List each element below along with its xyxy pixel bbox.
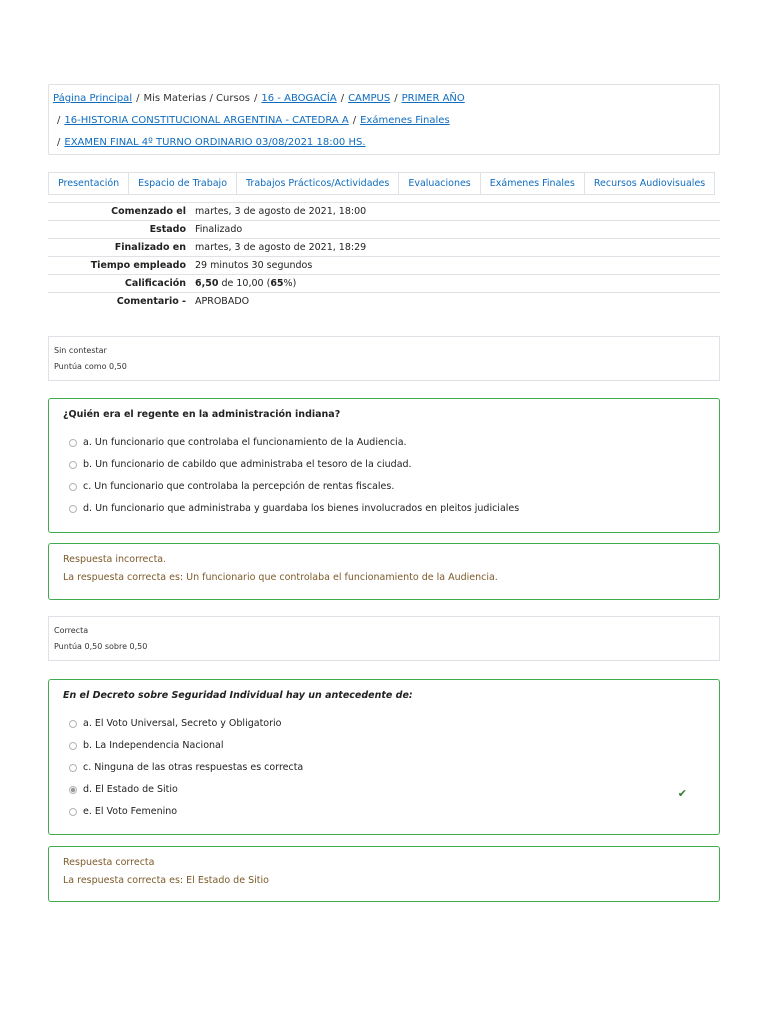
question-1-option-a[interactable] — [63, 432, 705, 454]
tab-presentacion[interactable]: Presentación — [48, 172, 129, 195]
question-1-text: ¿Quién era el regente en la administración indiana? — [63, 409, 341, 420]
state-value: Finalizado — [195, 224, 243, 235]
breadcrumb-abogacia-link[interactable]: 16 - ABOGACÍA — [261, 93, 337, 104]
summary-row-time — [48, 257, 720, 275]
question-2-option-b[interactable] — [63, 735, 705, 757]
question-2-option-c[interactable] — [63, 757, 705, 779]
started-value: martes, 3 de agosto de 2021, 18:00 — [195, 206, 367, 217]
summary-row-comment — [48, 293, 720, 311]
question-2-option-a[interactable] — [63, 713, 705, 735]
question-2-box — [48, 679, 720, 835]
tab-examenes-finales[interactable]: Exámenes Finales — [480, 172, 585, 195]
comment-value: APROBADO — [195, 296, 250, 307]
option-label: d. Un funcionario que administraba y guardaba los bienes involucrados en pleitos judiciales — [83, 503, 520, 514]
breadcrumb-separator: / — [254, 93, 258, 104]
question-1-box — [48, 398, 720, 533]
tab-evaluaciones[interactable]: Evaluaciones — [398, 172, 480, 195]
breadcrumb-separator: / — [57, 115, 61, 126]
breadcrumb-separator: / — [352, 115, 357, 126]
grade-end: %) — [283, 278, 297, 289]
question-2-text: En el Decreto sobre Seguridad Individual hay un antecedente de: — [63, 690, 413, 701]
option-label: d. El Estado de Sitio — [83, 784, 178, 795]
radio-icon[interactable] — [69, 505, 77, 513]
tab-trabajos-practicos[interactable]: Trabajos Prácticos/Actividades — [236, 172, 399, 195]
breadcrumb-separator: / — [57, 137, 61, 148]
question-2-marks: Puntúa 0,50 sobre 0,50 — [54, 642, 148, 651]
summary-row-grade — [48, 275, 720, 293]
breadcrumb-first-year-link[interactable]: PRIMER AÑO — [401, 93, 465, 104]
question-1-option-d[interactable] — [63, 498, 705, 520]
question-2-feedback — [48, 846, 720, 902]
option-label: b. La Independencia Nacional — [83, 740, 224, 751]
course-tabs — [48, 172, 714, 195]
breadcrumb — [48, 84, 720, 155]
radio-icon[interactable] — [69, 483, 77, 491]
breadcrumb-exam-link[interactable]: EXAMEN FINAL 4º TURNO ORDINARIO 03/08/2021 18:00 HS. — [64, 137, 366, 148]
question-1-status: Sin contestar — [54, 346, 107, 355]
grade-value — [191, 275, 720, 293]
question-1-option-c[interactable] — [63, 476, 705, 498]
radio-selected-icon[interactable] — [69, 786, 77, 794]
grade-label: Calificación — [124, 278, 186, 289]
breadcrumb-separator: / — [340, 93, 345, 104]
breadcrumb-separator: / — [394, 93, 398, 104]
question-2-status: Correcta — [54, 626, 89, 635]
radio-icon[interactable] — [69, 439, 77, 447]
question-1-option-b[interactable] — [63, 454, 705, 476]
grade-percent: 65 — [270, 278, 284, 289]
option-label: c. Ninguna de las otras respuestas es correcta — [83, 762, 304, 773]
question-1-feedback-answer: La respuesta correcta es: Un funcionario que controlaba el funcionamiento de la Audiencia. — [63, 572, 498, 583]
radio-icon[interactable] — [69, 764, 77, 772]
comment-label: Comentario - — [116, 296, 186, 307]
radio-icon[interactable] — [69, 461, 77, 469]
breadcrumb-final-exams-link[interactable]: Exámenes Finales — [360, 115, 450, 126]
question-1-feedback — [48, 543, 720, 600]
option-label: b. Un funcionario de cabildo que administraba el tesoro de la ciudad. — [83, 459, 412, 470]
summary-row-state — [48, 221, 720, 239]
option-label: a. Un funcionario que controlaba el funcionamiento de la Audiencia. — [83, 437, 407, 448]
grade-mid: de 10,00 ( — [221, 278, 271, 289]
breadcrumb-course-link[interactable]: 16-HISTORIA CONSTITUCIONAL ARGENTINA - CATEDRA A — [64, 115, 349, 126]
summary-row-finished — [48, 239, 720, 257]
question-1-options — [63, 432, 705, 520]
question-1-feedback-title: Respuesta incorrecta. — [63, 554, 167, 565]
tab-recursos-audiovisuales[interactable]: Recursos Audiovisuales — [584, 172, 715, 195]
finished-label: Finalizado en — [114, 242, 186, 253]
time-label: Tiempo empleado — [90, 260, 186, 271]
radio-icon[interactable] — [69, 808, 77, 816]
question-2-feedback-title: Respuesta correcta — [63, 857, 155, 868]
started-label: Comenzado el — [111, 206, 186, 217]
question-2-options — [63, 713, 705, 823]
option-label: c. Un funcionario que controlaba la percepción de rentas fiscales. — [83, 481, 395, 492]
radio-icon[interactable] — [69, 720, 77, 728]
check-icon: ✔ — [677, 787, 687, 800]
question-1-info — [48, 336, 720, 381]
question-2-option-d[interactable] — [63, 779, 705, 801]
breadcrumb-campus-link[interactable]: CAMPUS — [348, 93, 391, 104]
question-1-marks: Puntúa como 0,50 — [54, 362, 127, 371]
time-value: 29 minutos 30 segundos — [195, 260, 313, 271]
breadcrumb-home-link[interactable]: Página Principal — [53, 93, 133, 104]
option-label: e. El Voto Femenino — [83, 806, 178, 817]
grade-score: 6,50 — [195, 278, 219, 289]
radio-icon[interactable] — [69, 742, 77, 750]
state-label: Estado — [149, 224, 186, 235]
attempt-summary-table — [48, 202, 720, 310]
finished-value: martes, 3 de agosto de 2021, 18:29 — [195, 242, 367, 253]
question-2-option-e[interactable] — [63, 801, 705, 823]
breadcrumb-separator: / — [136, 93, 140, 104]
option-label: a. El Voto Universal, Secreto y Obligatorio — [83, 718, 282, 729]
breadcrumb-my-courses: Mis Materias / Cursos — [143, 93, 251, 104]
summary-row-started — [48, 203, 720, 221]
tab-espacio-de-trabajo[interactable]: Espacio de Trabajo — [128, 172, 237, 195]
question-2-feedback-answer: La respuesta correcta es: El Estado de Sitio — [63, 875, 269, 886]
question-2-info — [48, 616, 720, 661]
